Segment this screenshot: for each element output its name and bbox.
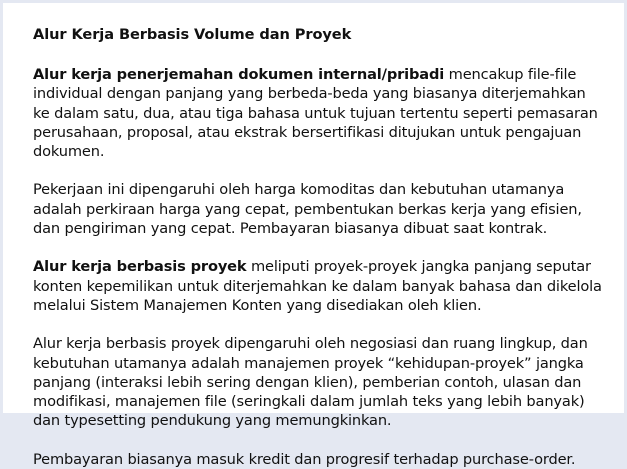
paragraph-3-bold: Alur kerja berbasis proyek: [33, 258, 247, 276]
paragraph-1-text: mencakup file-file individual dengan panjang yang berbeda-beda yang biasanya diterjemahkan ke dalam satu, dua, atau tiga bahasa untuk tujuan tertentu seperti pemasaran perusahaan, proposal, atau ekstrak bersertifikasi ditujukan untuk pengajuan dokumen.: [33, 66, 598, 161]
document-title: Alur Kerja Berbasis Volume dan Proyek: [33, 26, 352, 43]
paragraph-4: [33, 334, 606, 430]
paragraph-3-text: meliputi proyek-proyek jangka panjang seputar konten kepemilikan untuk diterjemahkan ke dalam banyak bahasa dan dikelola melalui Sistem Manajemen Konten yang disediakan oleh klien.: [33, 258, 602, 314]
paragraph-3: [33, 257, 606, 315]
paragraph-4-text: Alur kerja berbasis proyek dipengaruhi oleh negosiasi dan ruang lingkup, dan kebutuhan utamanya adalah manajemen proyek “kehidupan-proyek” jangka panjang (interaksi lebih sering dengan klien), pemberian contoh, ulasan dan modifikasi, manajemen file (seringkali dalam jumlah teks yang lebih banyak) dan typesetting pendukung yang memungkinkan.: [33, 335, 588, 430]
paragraph-5: [33, 450, 606, 469]
document-card: [3, 3, 624, 468]
paragraph-5-text: Pembayaran biasanya masuk kredit dan progresif terhadap purchase-order.: [33, 450, 576, 468]
paragraph-2-text: Pekerjaan ini dipengaruhi oleh harga komoditas dan kebutuhan utamanya adalah perkiraan harga yang cepat, pembentukan berkas kerja yang efisien, dan pengiriman yang cepat. Pembayaran biasanya dibuat saat kontrak.: [33, 181, 582, 238]
paragraph-1-bold: Alur kerja penerjemahan dokumen internal/pribadi: [33, 66, 445, 83]
paragraph-2: [33, 180, 606, 238]
paragraph-1: [33, 65, 606, 161]
